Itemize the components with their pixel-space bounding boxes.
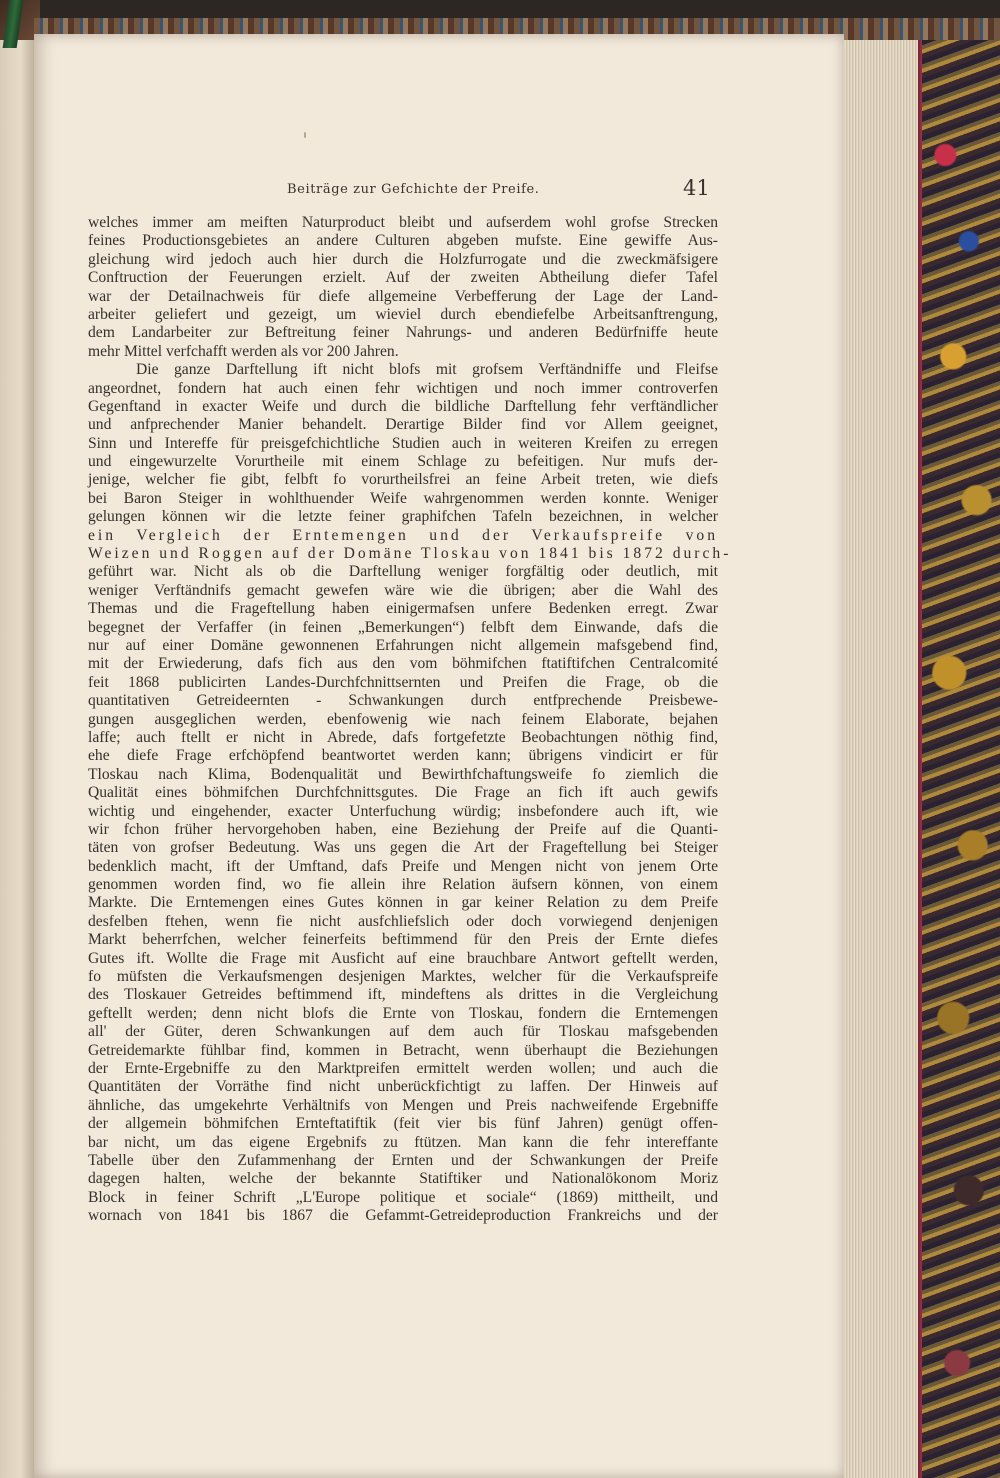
text-line: bar nicht, um das eigene Ergebnifs zu ftützen. Man kann die fehr intereffante xyxy=(88,1133,718,1151)
text-line: Markte. Die Erntemengen eines Gutes können in gar keiner Relation zu dem Preife xyxy=(88,894,718,912)
text-line: wornach von 1841 bis 1867 die Gefammt-Getreideproduction Frankreichs und der xyxy=(88,1207,718,1225)
text-line: täten von grofser Bedeutung. Was uns gegen die Art der Frageftellung bei Steiger xyxy=(88,839,718,857)
text-line: Weizen und Roggen auf der Domäne Tloskau von 1841 bis 1872 durch- xyxy=(88,545,732,563)
text-line: Getreidemarkte fühlbar find, kommen in Betracht, wenn überhaupt die Beziehungen xyxy=(88,1041,718,1059)
text-line: Qualität eines böhmifchen Durchfchnittsgutes. Die Frage an fich ift auch gewifs xyxy=(88,784,718,802)
text-line: dem Landarbeiter zur Beftreitung feiner Nahrungs- und anderen Bedürfniffe heute xyxy=(88,324,718,342)
text-line: jenige, welcher fie gibt, felbft fo vorurtheilsfrei an feine Arbeit treten, wie diefs xyxy=(88,471,718,489)
text-line: arbeiter geliefert und gezeigt, um wieviel durch ebendiefelbe Arbeitsanftrengung, xyxy=(88,305,718,323)
text-line: des Tloskauer Getreides beftimmend ift, mindeftens als drittes in die Vergleichung xyxy=(88,986,718,1004)
text-line: geführt war. Nicht als ob die Darftellung weniger forgfältig oder deutlich, mit xyxy=(88,563,718,581)
text-line: gleichung wird jedoch auch hier durch die Holzfurrogate und die zweckmäfsigere xyxy=(88,250,718,268)
text-line: bedenklich macht, ift der Umftand, dafs Preife und Mengen nicht von jenem Orte xyxy=(88,857,718,875)
text-line: welches immer am meiften Naturproduct bleibt und aufserdem wohl grofse Strecken xyxy=(88,214,718,231)
left-page-edge xyxy=(0,30,34,1478)
text-line: war der Detailnachweis für diefe allgemeine Verbefferung der Lage der Land- xyxy=(88,287,718,305)
text-line: Gegenftand in exacter Weife und durch die bildliche Darftellung fehr verftändlicher xyxy=(88,397,718,415)
text-line: ähnliche, das umgekehrte Verhältnifs von Mengen und Preis nachweifende Ergebniffe xyxy=(88,1096,718,1114)
text-line: gelungen können wir die letzte feiner graphifchen Tafeln bezeichnen, in welcher xyxy=(88,508,718,526)
text-line: Die ganze Darftellung ift nicht blofs mit grofsem Verftändniffe und Fleifse xyxy=(136,361,718,379)
text-line: Quantitäten der Vorräthe find nicht unberückfichtigt zu laffen. Der Hinweis auf xyxy=(88,1078,718,1096)
text-line: feines Productionsgebietes an andere Culturen abgeben mufste. Eine gewiffe Aus- xyxy=(88,232,718,250)
text-line: quantitativen Getreideernten - Schwankungen durch entfprechende Preisbewe- xyxy=(88,692,718,710)
text-line: und anfprechender Manier behandelt. Derartige Bilder find vor Allem geeignet, xyxy=(88,416,718,434)
running-title: Beiträge zur Gefchichte der Preife. xyxy=(287,182,540,197)
text-line: Conftruction der Feuerungen erzielt. Auf der zweiten Abtheilung diefer Tafel xyxy=(88,269,718,287)
text-line: Gutes ift. Wollte die Frage mit Ausficht auf eine brauchbare Antwort geftellt werden, xyxy=(88,949,718,967)
marbled-cover xyxy=(922,40,1000,1478)
page-stack-edges xyxy=(842,40,924,1478)
text-line: und eingewurzelte Vorurtheile mit einem Schlage zu befeitigen. Nur mufs der- xyxy=(88,453,718,471)
paper-speck xyxy=(304,132,306,138)
text-line: Block in feiner Schrift „L'Europe politique et sociale“ (1869) mittheilt, und xyxy=(88,1188,718,1206)
text-line: Themas und die Frageftellung haben einigermafsen unfere Bedenken erregt. Zwar xyxy=(88,600,718,618)
page-number: 41 xyxy=(683,176,710,200)
text-line: geftellt werden; denn nicht blofs die Ernte von Tloskau, fondern die Erntemengen xyxy=(88,1004,718,1022)
text-line: mehr Mittel verfchafft werden als vor 200 Jahren. xyxy=(88,342,399,360)
text-line: wichtig und eingehender, exacter Unterfuchung würdig; insbefondere auch ift, wie xyxy=(88,802,718,820)
text-line: weniger Verftändnifs gemacht gewefen wäre wie die übrigen; aber die Wahl des xyxy=(88,581,718,599)
text-line: Tabelle über den Zufammenhang der Ernten und der Schwankungen der Preife xyxy=(88,1151,718,1169)
text-line: fo müfsten die Verkaufsmengen desjenigen Marktes, welcher für die Verkaufspreife xyxy=(88,968,718,986)
text-line: nur auf einer Domäne gewonnenen Erfahrungen nicht allgemein mafsgebend find, xyxy=(88,636,718,654)
text-line: wir fchon früher hervorgehoben haben, eine Beziehung der Preife auf die Quanti- xyxy=(88,820,718,838)
text-line: bei Baron Steiger in wohlthuender Weife wahrgenommen werden konnte. Weniger xyxy=(88,489,718,507)
text-line: dagegen halten, welche der bekannte Statiftiker und Nationalökonom Moriz xyxy=(88,1170,718,1188)
text-line: der Ernte-Ergebniffe zu den Marktpreifen ermittelt werden wollen; und auch die xyxy=(88,1059,718,1077)
text-line: Sinn und Intereffe für preisgefchichtliche Studien auch in weiteren Kreifen zu erregen xyxy=(88,434,718,452)
text-line: Tloskau nach Klima, Bodenqualität und Bewirthfchaftungsweife fo ziemlich die xyxy=(88,765,718,783)
text-line: ein Vergleich der Erntemengen und der Verkaufspreife von xyxy=(88,526,718,544)
text-line: ehe diefe Frage erfchöpfend beantwortet werden kann; übrigens vindicirt er für xyxy=(88,747,718,765)
text-line: angeordnet, fondern hat auch einen fehr wichtigen und noch immer controverfen xyxy=(88,379,718,397)
body-text xyxy=(88,214,732,1225)
text-line: laffe; auch ftellt er nicht in Abrede, dafs fortgefetzte Beobachtungen nöthig find, xyxy=(88,728,718,746)
text-line: all' der Güter, deren Schwankungen auf dem auch für Tloskau mafsgebenden xyxy=(88,1023,718,1041)
text-line: mit der Erwiederung, dafs fich aus den vom böhmifchen ftatiftifchen Centralcomité xyxy=(88,655,718,673)
text-line: desfelben ftehen, wenn fie nicht ausfchliefslich oder doch vorwiegend denjenigen xyxy=(88,912,718,930)
text-line: begegnet der Verfaffer (in feinen „Bemerkungen“) felbft dem Einwande, dafs die xyxy=(88,618,718,636)
text-line: Markt beherrfchen, welcher feinerfeits beftimmend für den Preis der Ernte diefes xyxy=(88,931,718,949)
text-line: feit 1868 publicirten Landes-Durchfchnittsernten und Preifen die Frage, ob die xyxy=(88,673,718,691)
text-line: genommen worden find, wo fie allein ihre Relation äufsern können, von einem xyxy=(88,876,718,894)
text-line: der allgemein böhmifchen Ernteftatiftik (feit vier bis fünf Jahren) genügt offen- xyxy=(88,1115,718,1133)
text-line: gungen ausgeglichen werden, ebenfowenig wie nach feinem Elaborate, bejahen xyxy=(88,710,718,728)
